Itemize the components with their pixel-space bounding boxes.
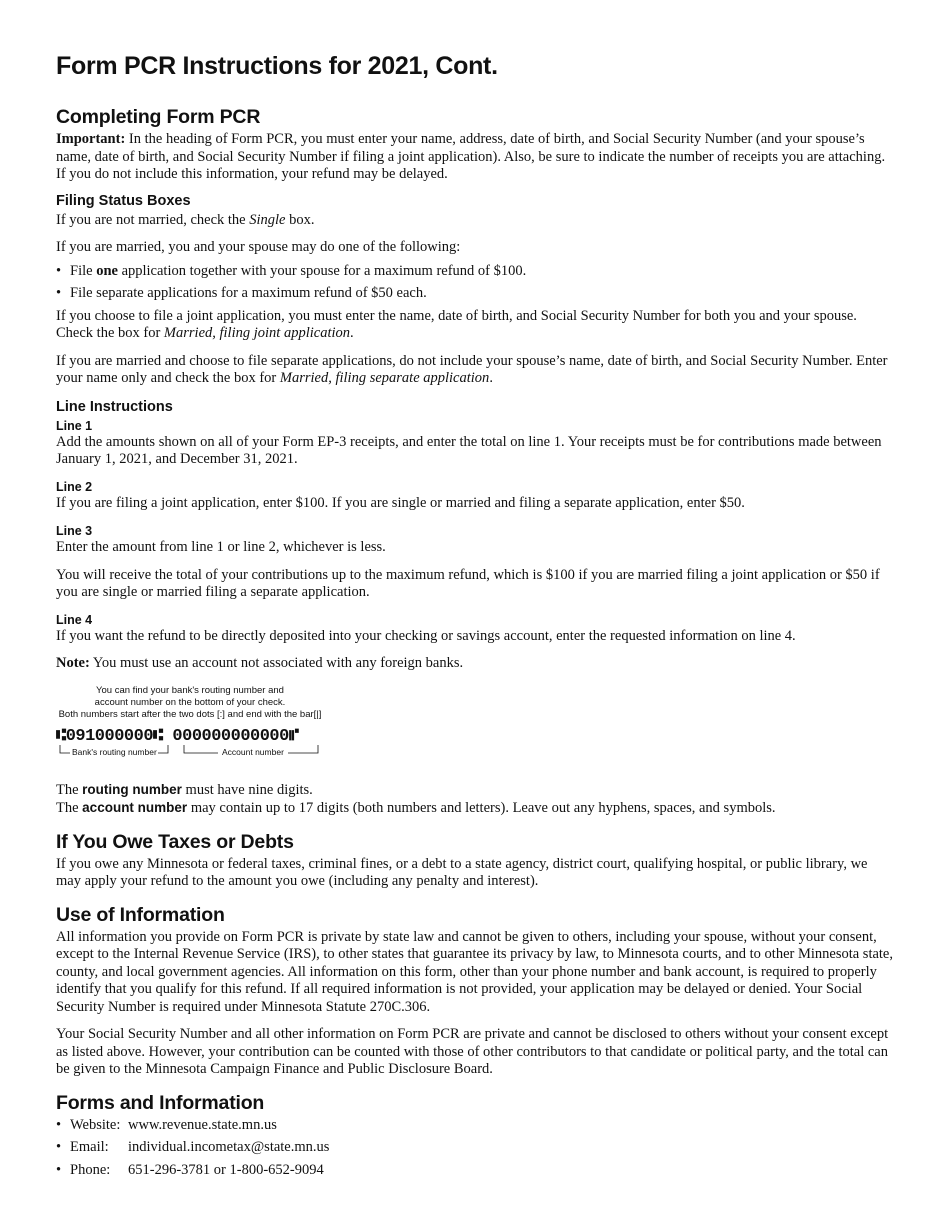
text: If you are married and choose to file separate applications, do not include your spouse’s name, date of birth, and Social Security Number. Enter your name only and check the box for	[56, 352, 888, 386]
contact-item-phone	[56, 1162, 896, 1180]
routing-bracket-right	[158, 745, 168, 753]
bullet-icon: •	[56, 285, 62, 301]
text: The	[56, 800, 83, 816]
routing-number-rule	[56, 781, 896, 800]
text: application together with your spouse for a maximum refund of $100.	[117, 262, 527, 279]
list-item-text	[70, 263, 526, 281]
routing-bracket-left	[60, 745, 70, 753]
use-info-paragraph-1: All information you provide on Form PCR is private by state law and cannot be given to others, including your spouse, without your consent, except to the Internal Revenue Service (IRS), to other states that guarantee its privacy by law, to Minnesota courts, and to other Minnesota state, county, and local government agencies. All information on this form, other than your phone number and bank account, is required to properly identify that you qualify for this refund. If all required information is not provided, your application may be delayed or denied. Your Social Security Number is required under Minnesota Statute 270C.306.	[56, 928, 893, 1015]
contact-label: Email:	[70, 1139, 109, 1155]
text: .	[350, 325, 354, 341]
account-bracket-left	[184, 745, 218, 753]
use-info-paragraph-2: Your Social Security Number and all other information on Form PCR are private and cannot be disclosed to others without your consent except as listed above. However, your contribution can be counted with those of other contributors to that candidate or political party, and the total can be given to the Minnesota Campaign Finance and Public Disclosure Board.	[56, 1026, 889, 1077]
website-link[interactable]: www.revenue.state.mn.us	[128, 1116, 277, 1133]
contact-label: Phone:	[70, 1161, 111, 1178]
note-paragraph	[56, 655, 896, 673]
line3-text-2: You will receive the total of your contributions up to the maximum refund, which is $100 if you are married filing a joint application or $50 if you are single or married filing a separate application.	[56, 566, 880, 600]
text: File	[70, 262, 97, 279]
document-page	[56, 52, 896, 1184]
line1-heading: Line 1	[56, 418, 93, 433]
important-paragraph	[56, 131, 896, 184]
section-heading-completing: Completing Form PCR	[56, 106, 261, 128]
important-label: Important:	[56, 131, 126, 147]
bullet-icon: •	[56, 1139, 62, 1155]
bullet-icon: •	[56, 262, 62, 279]
phone-value: 651-296-3781 or 1-800-652-9094	[128, 1161, 324, 1178]
line2-heading: Line 2	[56, 479, 93, 494]
caption-line: Both numbers start after the two dots [:] and end with the bar[|]	[58, 708, 322, 720]
text: If you are not married, check the	[56, 211, 250, 228]
filing-status-separate	[56, 353, 896, 388]
account-number-label: Account number	[222, 746, 284, 757]
account-number-rule	[56, 799, 896, 818]
page-title: Form PCR Instructions for 2021, Cont.	[56, 52, 498, 80]
important-text: In the heading of Form PCR, you must enter your name, address, date of birth, and Social Security Number (and your spouse’s name, date of birth, and Social Security Number if filing a joint application). Also, be sure to indicate the number of receipts you are attaching. If you do not include this information, your refund may be delayed.	[56, 131, 886, 182]
text: box.	[285, 211, 315, 228]
line3-text: Enter the amount from line 1 or line 2, whichever is less.	[56, 539, 386, 555]
list-item-text: File separate applications for a maximum refund of $50 each.	[70, 285, 427, 301]
text: The	[56, 781, 83, 798]
filing-status-single	[56, 212, 896, 230]
subheading-filing-status: Filing Status Boxes	[56, 192, 191, 209]
email-link[interactable]: individual.incometax@state.mn.us	[128, 1139, 330, 1155]
list-item	[56, 285, 896, 303]
check-routing-graphic	[56, 683, 346, 773]
italic-text: Single	[249, 211, 286, 228]
filing-status-married-intro: If you are married, you and your spouse may do one of the following:	[56, 239, 461, 255]
contact-item-email	[56, 1139, 896, 1157]
list-item	[56, 263, 896, 281]
note-text: You must use an account not associated with any foreign banks.	[89, 655, 464, 671]
subheading-line-instructions: Line Instructions	[56, 398, 173, 415]
note-label: Note:	[56, 655, 90, 671]
section-heading-owe: If You Owe Taxes or Debts	[56, 830, 294, 853]
contact-item-website	[56, 1117, 896, 1135]
contact-label: Website:	[70, 1116, 121, 1133]
bracket-lines	[56, 683, 346, 773]
bullet-icon: •	[56, 1161, 62, 1178]
account-bracket-right	[288, 745, 318, 753]
section-heading-use-info: Use of Information	[56, 903, 225, 926]
text: If you choose to file a joint application, you must enter the name, date of birth, and Social Security Number for both you and your spouse. Check the box for	[56, 307, 857, 341]
micr-line: ⑆091000000⑆ 000000000000⑈	[56, 726, 299, 746]
owe-text: If you owe any Minnesota or federal taxes, criminal fines, or a debt to a state agency, district court, qualifying hospital, or public library, we may apply your refund to the amount you owe (including any penalty and interest).	[56, 855, 868, 889]
caption-line: You can find your bank's routing number and	[96, 684, 284, 696]
caption-line: account number on the bottom of your check.	[94, 696, 286, 708]
line1-text: Add the amounts shown on all of your Form EP-3 receipts, and enter the total on line 1. Your receipts must be for contributions made between January 1, 2021, and December 31, 2021.	[56, 433, 882, 467]
text: may contain up to 17 digits (both numbers and letters). Leave out any hyphens, spaces, and symbols.	[187, 800, 776, 816]
bold-text: one	[96, 262, 118, 279]
bold-term: routing number	[82, 781, 182, 797]
italic-text: Married, filing joint application	[163, 325, 351, 341]
text: .	[489, 370, 493, 386]
bullet-icon: •	[56, 1116, 62, 1133]
line3-heading: Line 3	[56, 524, 93, 538]
line4-heading: Line 4	[56, 612, 93, 627]
line2-text: If you are filing a joint application, enter $100. If you are single or married and filing a separate application, enter $50.	[56, 494, 745, 511]
line4-text: If you want the refund to be directly deposited into your checking or savings account, enter the requested information on line 4.	[56, 627, 796, 644]
section-heading-forms: Forms and Information	[56, 1091, 265, 1114]
bold-term: account number	[82, 800, 188, 815]
text: must have nine digits.	[181, 781, 313, 798]
routing-number-label: Bank's routing number	[72, 746, 157, 757]
italic-text: Married, filing separate application	[279, 370, 490, 386]
filing-status-joint	[56, 308, 896, 343]
